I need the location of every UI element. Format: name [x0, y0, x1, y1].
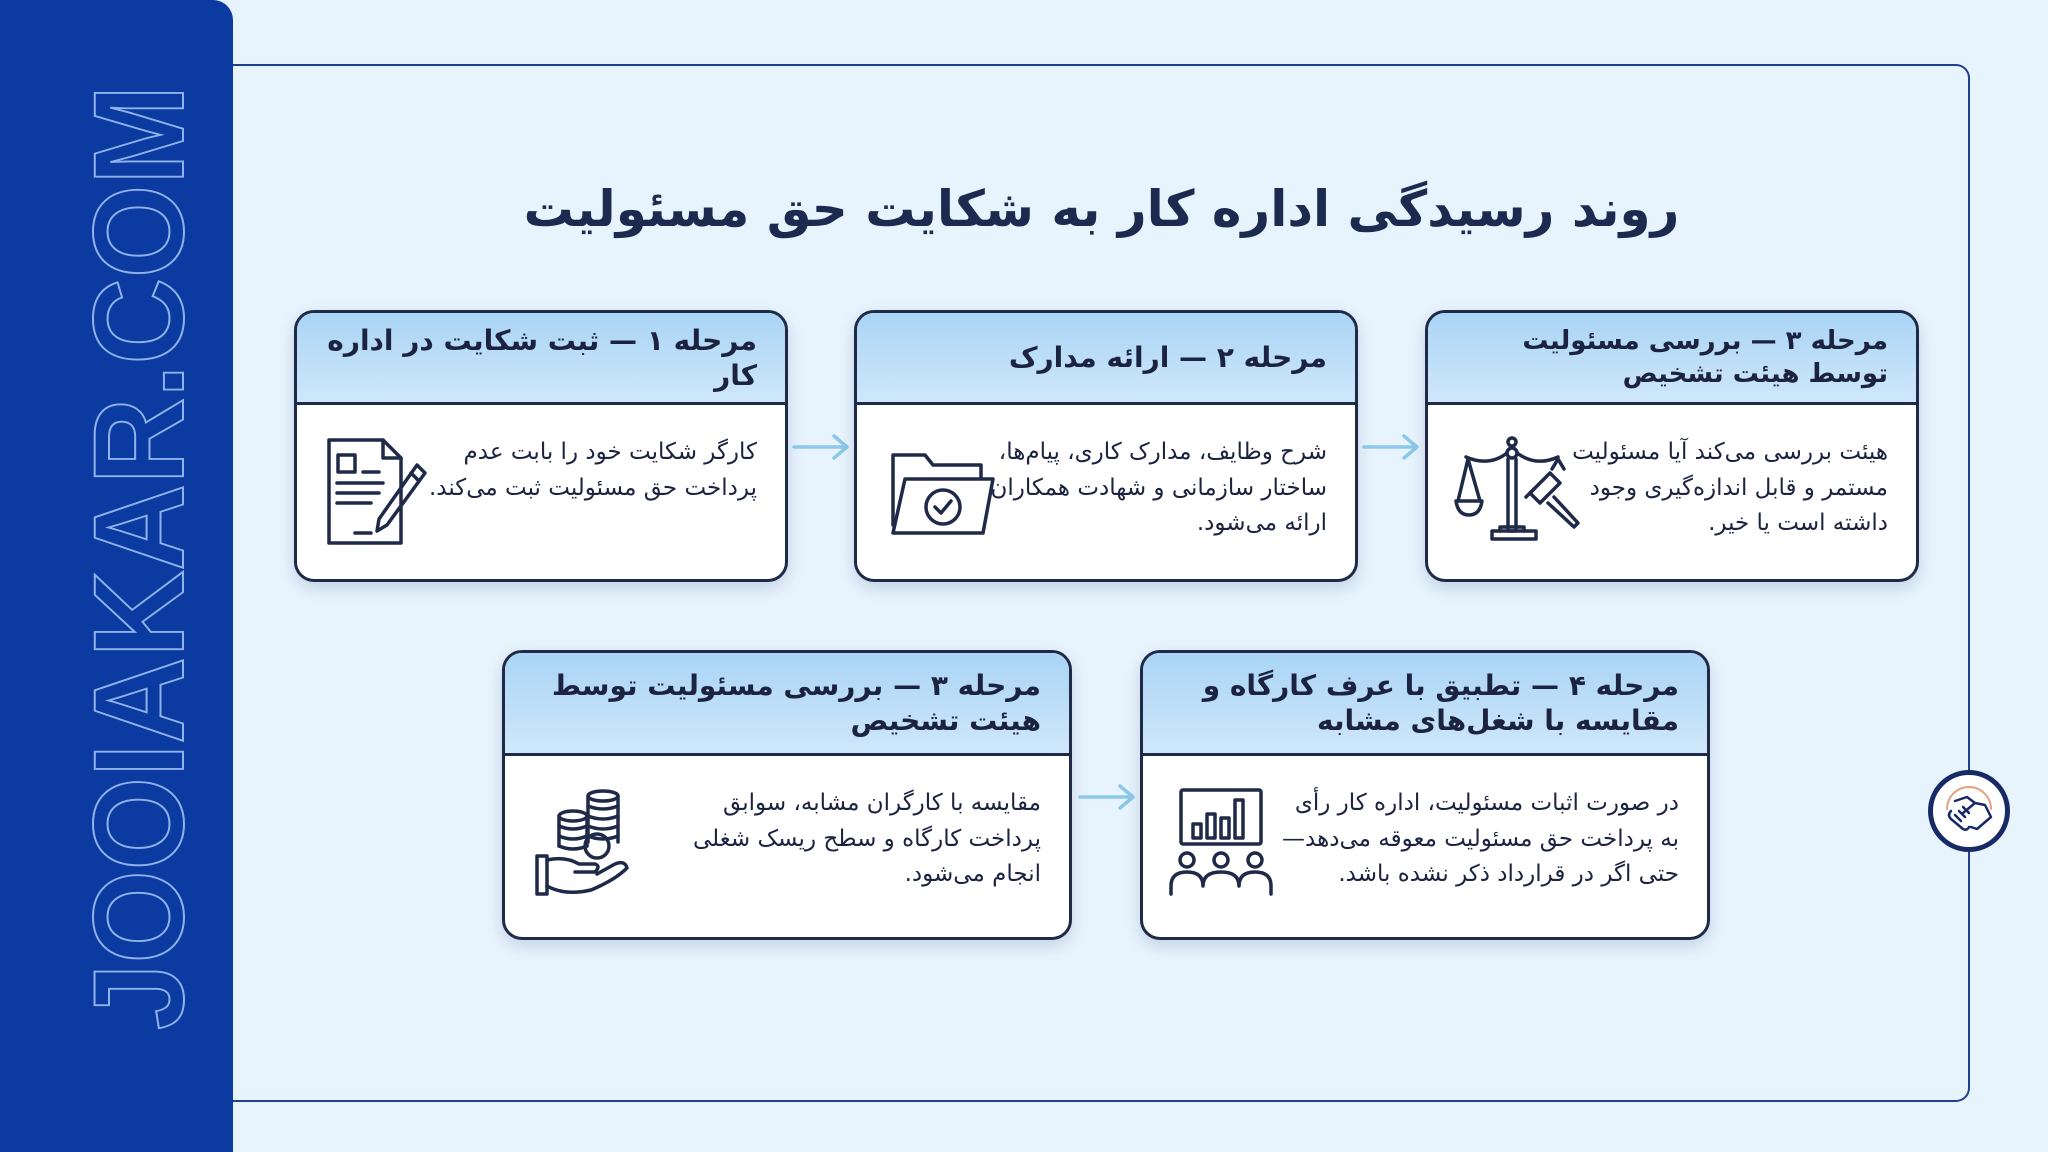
step-description: هیئت بررسی می‌کند آیا مسئولیت مستمر و قابل اندازه‌گیری وجود داشته است یا خیر. [1572, 439, 1888, 537]
presentation-team-icon [1169, 786, 1279, 898]
arrow-icon [790, 432, 854, 462]
arrow-icon [1076, 782, 1140, 812]
step-header: مرحله ۴ — تطبیق با عرف کارگاه و مقایسه با شغل‌های مشابه [1143, 653, 1707, 756]
step-card-4 [1140, 650, 1710, 940]
step-header: مرحله ۱ — ثبت شکایت در اداره کار [297, 313, 785, 405]
handshake-icon [1933, 775, 2005, 847]
step-description: مقایسه با کارگران مشابه، سوابق پرداخت کارگاه و سطح ریسک شغلی انجام می‌شود. [692, 790, 1041, 888]
watermark-band [0, 0, 233, 1152]
step-header: مرحله ۲ — ارائه مدارک [857, 313, 1355, 405]
page-title: روند رسیدگی اداره کار به شکایت حق مسئولیت [523, 180, 1680, 238]
handshake-badge [1928, 770, 2010, 852]
step-description: در صورت اثبات مسئولیت، اداره کار رأی به پرداخت حق مسئولیت معوقه می‌دهد—حتی اگر در قرارداد ذکر نشده باشد. [1282, 790, 1679, 888]
step-card-1 [294, 310, 788, 582]
step-description: کارگر شکایت خود را بابت عدم پرداخت حق مسئولیت ثبت می‌کند. [428, 439, 757, 501]
step-card-2 [854, 310, 1358, 582]
arrow-icon [1360, 432, 1424, 462]
document-pen-icon [321, 435, 433, 547]
step-header: مرحله ۳ — بررسی مسئولیت توسط هیئت تشخیص [505, 653, 1069, 756]
folder-check-icon [887, 445, 999, 541]
scales-gavel-icon [1454, 435, 1590, 547]
step-card-3a [1425, 310, 1919, 582]
step-header: مرحله ۳ — بررسی مسئولیت توسط هیئت تشخیص [1428, 313, 1916, 405]
watermark-text: JOOIAKAR.COM [68, 20, 211, 1030]
step-card-3b [502, 650, 1072, 940]
hand-coins-icon [535, 786, 647, 898]
watermark-logo [0, 0, 233, 1152]
step-description: شرح وظایف، مدارک کاری، پیام‌ها، ساختار سازمانی و شهادت همکاران ارائه می‌شود. [990, 439, 1327, 537]
